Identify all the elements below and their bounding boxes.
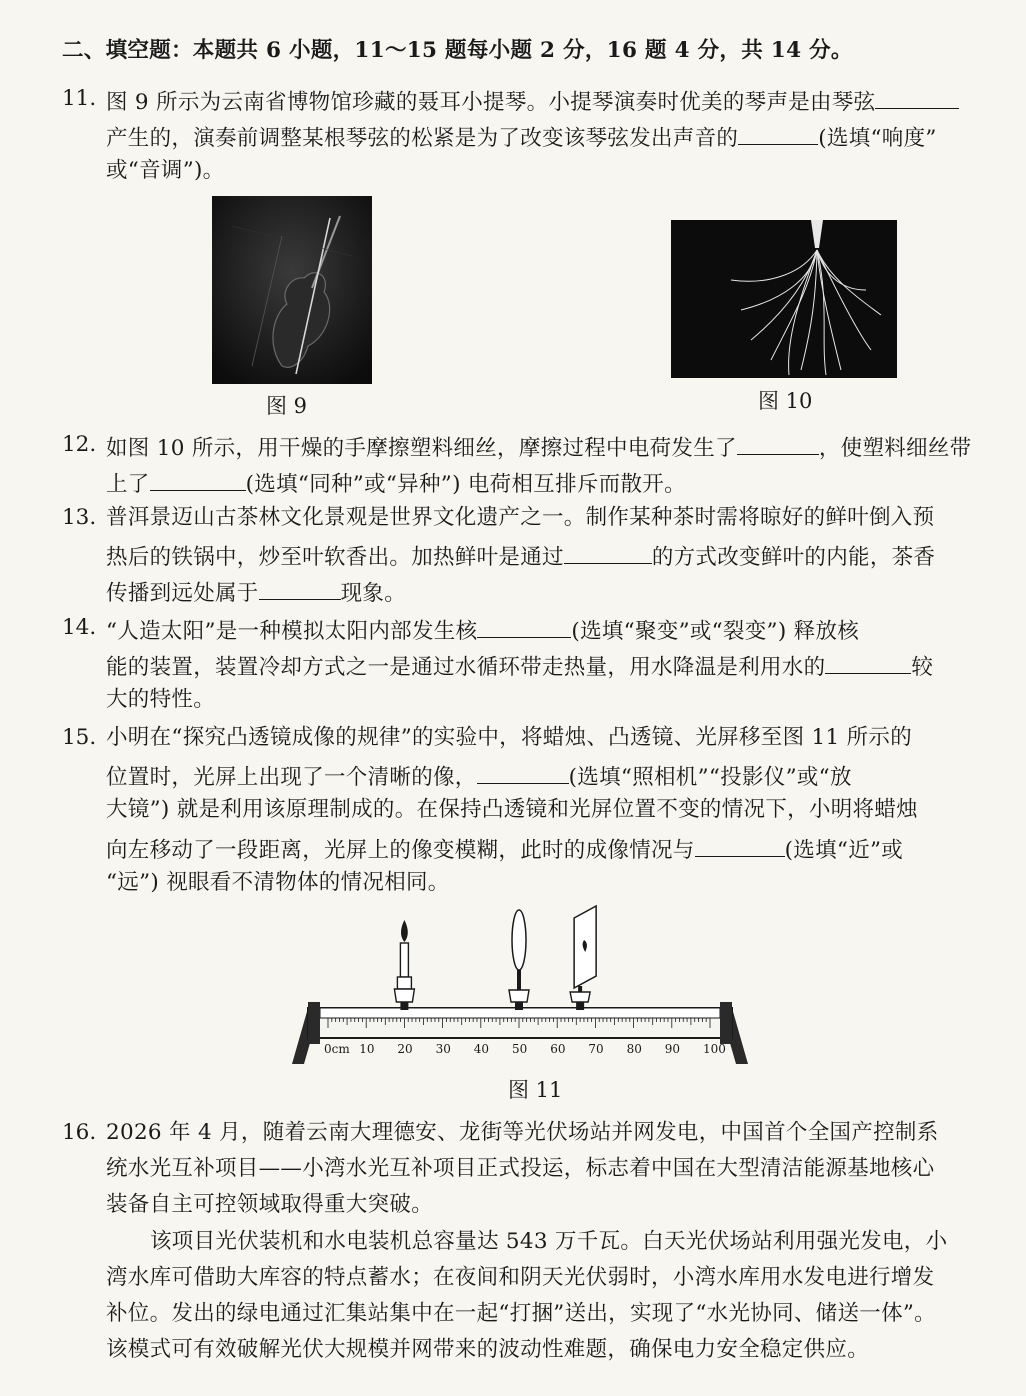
q13-line2: 热后的铁锅中，炒至叶软香出。加热鲜叶是通过 的方式改变鲜叶的内能，茶香 <box>106 545 936 570</box>
q14-number: 14. <box>62 615 97 640</box>
q16-line1: 2026 年 4 月，随着云南大理德安、龙街等光伏场站并网发电，中国首个全国产控制系 <box>106 1120 939 1145</box>
q12-blank-2[interactable] <box>150 470 246 491</box>
q14-line1: “人造太阳”是一种模拟太阳内部发生核 (选填“聚变”或“裂变”) 释放核 <box>106 619 860 644</box>
q11-blank-2[interactable] <box>738 124 818 145</box>
q11-number: 11. <box>62 86 97 111</box>
q16-line3: 装备自主可控领域取得重大突破。 <box>106 1192 434 1217</box>
convex-lens <box>509 910 529 1010</box>
ruler-label: 40 <box>473 1042 490 1056</box>
q14-blank-1[interactable] <box>477 617 571 638</box>
q15-line5: “远”) 视眼看不清物体的情况相同。 <box>106 870 450 895</box>
ruler-label: 80 <box>626 1042 642 1056</box>
q15-line4: 向左移动了一段距离，光屏上的像变模糊，此时的成像情况与 (选填“近”或 <box>106 838 904 863</box>
fig9-caption: 图 9 <box>266 394 308 418</box>
ruler-label: 30 <box>435 1042 451 1056</box>
q15-number: 15. <box>62 725 97 750</box>
q16-line4: 该项目光伏装机和水电装机总容量达 543 万千瓦。白天光伏场站利用强光发电，小 <box>150 1229 948 1254</box>
fig9-violin-photo <box>212 196 372 384</box>
q12-number: 12. <box>62 432 97 457</box>
candle <box>394 920 414 1010</box>
ruler-label: 20 <box>397 1042 413 1056</box>
q16-number: 16. <box>62 1120 97 1145</box>
fig10-caption: 图 10 <box>758 389 813 413</box>
ruler-label: 0cm <box>324 1042 350 1056</box>
q12-line1: 如图 10 所示，用干燥的手摩擦塑料细丝，摩擦过程中电荷发生了 ，使塑料细丝带 <box>106 436 972 461</box>
q14-line3: 大的特性。 <box>106 687 216 712</box>
section-heading: 二、填空题：本题共 6 小题，11～15 题每小题 2 分，16 题 4 分，共 14 分。 <box>62 38 853 63</box>
q16-line5: 湾水库可借助大库容的特点蓄水；在夜间和阴天光伏弱时，小湾水库用水发电进行增发 <box>106 1265 935 1290</box>
q11-line3: 或“音调”)。 <box>106 158 225 183</box>
q16-line2: 统水光互补项目——小湾水光互补项目正式投运，标志着中国在大型清洁能源基地核心 <box>106 1156 935 1181</box>
ruler-label: 70 <box>588 1042 604 1056</box>
fig11-caption: 图 11 <box>508 1078 563 1102</box>
ruler-label: 60 <box>550 1042 566 1056</box>
ruler-label: 10 <box>359 1042 375 1056</box>
q13-line1: 普洱景迈山古茶林文化景观是世界文化遗产之一。制作某种茶时需将晾好的鲜叶倒入预 <box>106 505 935 530</box>
ruler-label: 100 <box>703 1042 726 1056</box>
q16-line7: 该模式可有效破解光伏大规模并网带来的波动性难题，确保电力安全稳定供应。 <box>106 1337 870 1362</box>
q11-line2: 产生的，演奏前调整某根琴弦的松紧是为了改变该琴弦发出声音的 (选填“响度” <box>106 126 937 151</box>
q16-line6: 补位。发出的绿电通过汇集站集中在一起“打捆”送出，实现了“水光协同、储送一体”。 <box>106 1301 936 1326</box>
q15-line3: 大镜”) 就是利用该原理制成的。在保持凸透镜和光屏位置不变的情况下，小明将蜡烛 <box>106 797 918 822</box>
q13-blank-1[interactable] <box>564 543 652 564</box>
q12-line2: 上了 (选填“同种”或“异种”) 电荷相互排斥而散开。 <box>106 472 686 497</box>
q14-line2: 能的装置，装置冷却方式之一是通过水循环带走热量，用水降温是利用水的 较 <box>106 655 934 680</box>
fig11-optical-bench <box>290 898 750 1068</box>
q11-blank-1[interactable] <box>875 88 959 109</box>
q13-line3: 传播到远处属于 现象。 <box>106 581 407 606</box>
q13-number: 13. <box>62 505 97 530</box>
fig10-plastic-strands-photo <box>671 220 897 378</box>
ruler-label: 90 <box>664 1042 681 1056</box>
q15-blank-1[interactable] <box>477 763 569 784</box>
q14-blank-2[interactable] <box>825 653 911 674</box>
q15-blank-2[interactable] <box>695 836 785 857</box>
q15-line1: 小明在“探究凸透镜成像的规律”的实验中，将蜡烛、凸透镜、光屏移至图 11 所示的 <box>106 725 913 750</box>
q11-line1: 图 9 所示为云南省博物馆珍藏的聂耳小提琴。小提琴演奏时优美的琴声是由琴弦 <box>106 88 959 114</box>
q15-line2: 位置时，光屏上出现了一个清晰的像， (选填“照相机”“投影仪”或“放 <box>106 765 852 790</box>
light-screen <box>570 906 596 1010</box>
q12-blank-1[interactable] <box>737 434 819 455</box>
q13-blank-2[interactable] <box>259 579 341 600</box>
ruler-label: 50 <box>512 1042 528 1056</box>
